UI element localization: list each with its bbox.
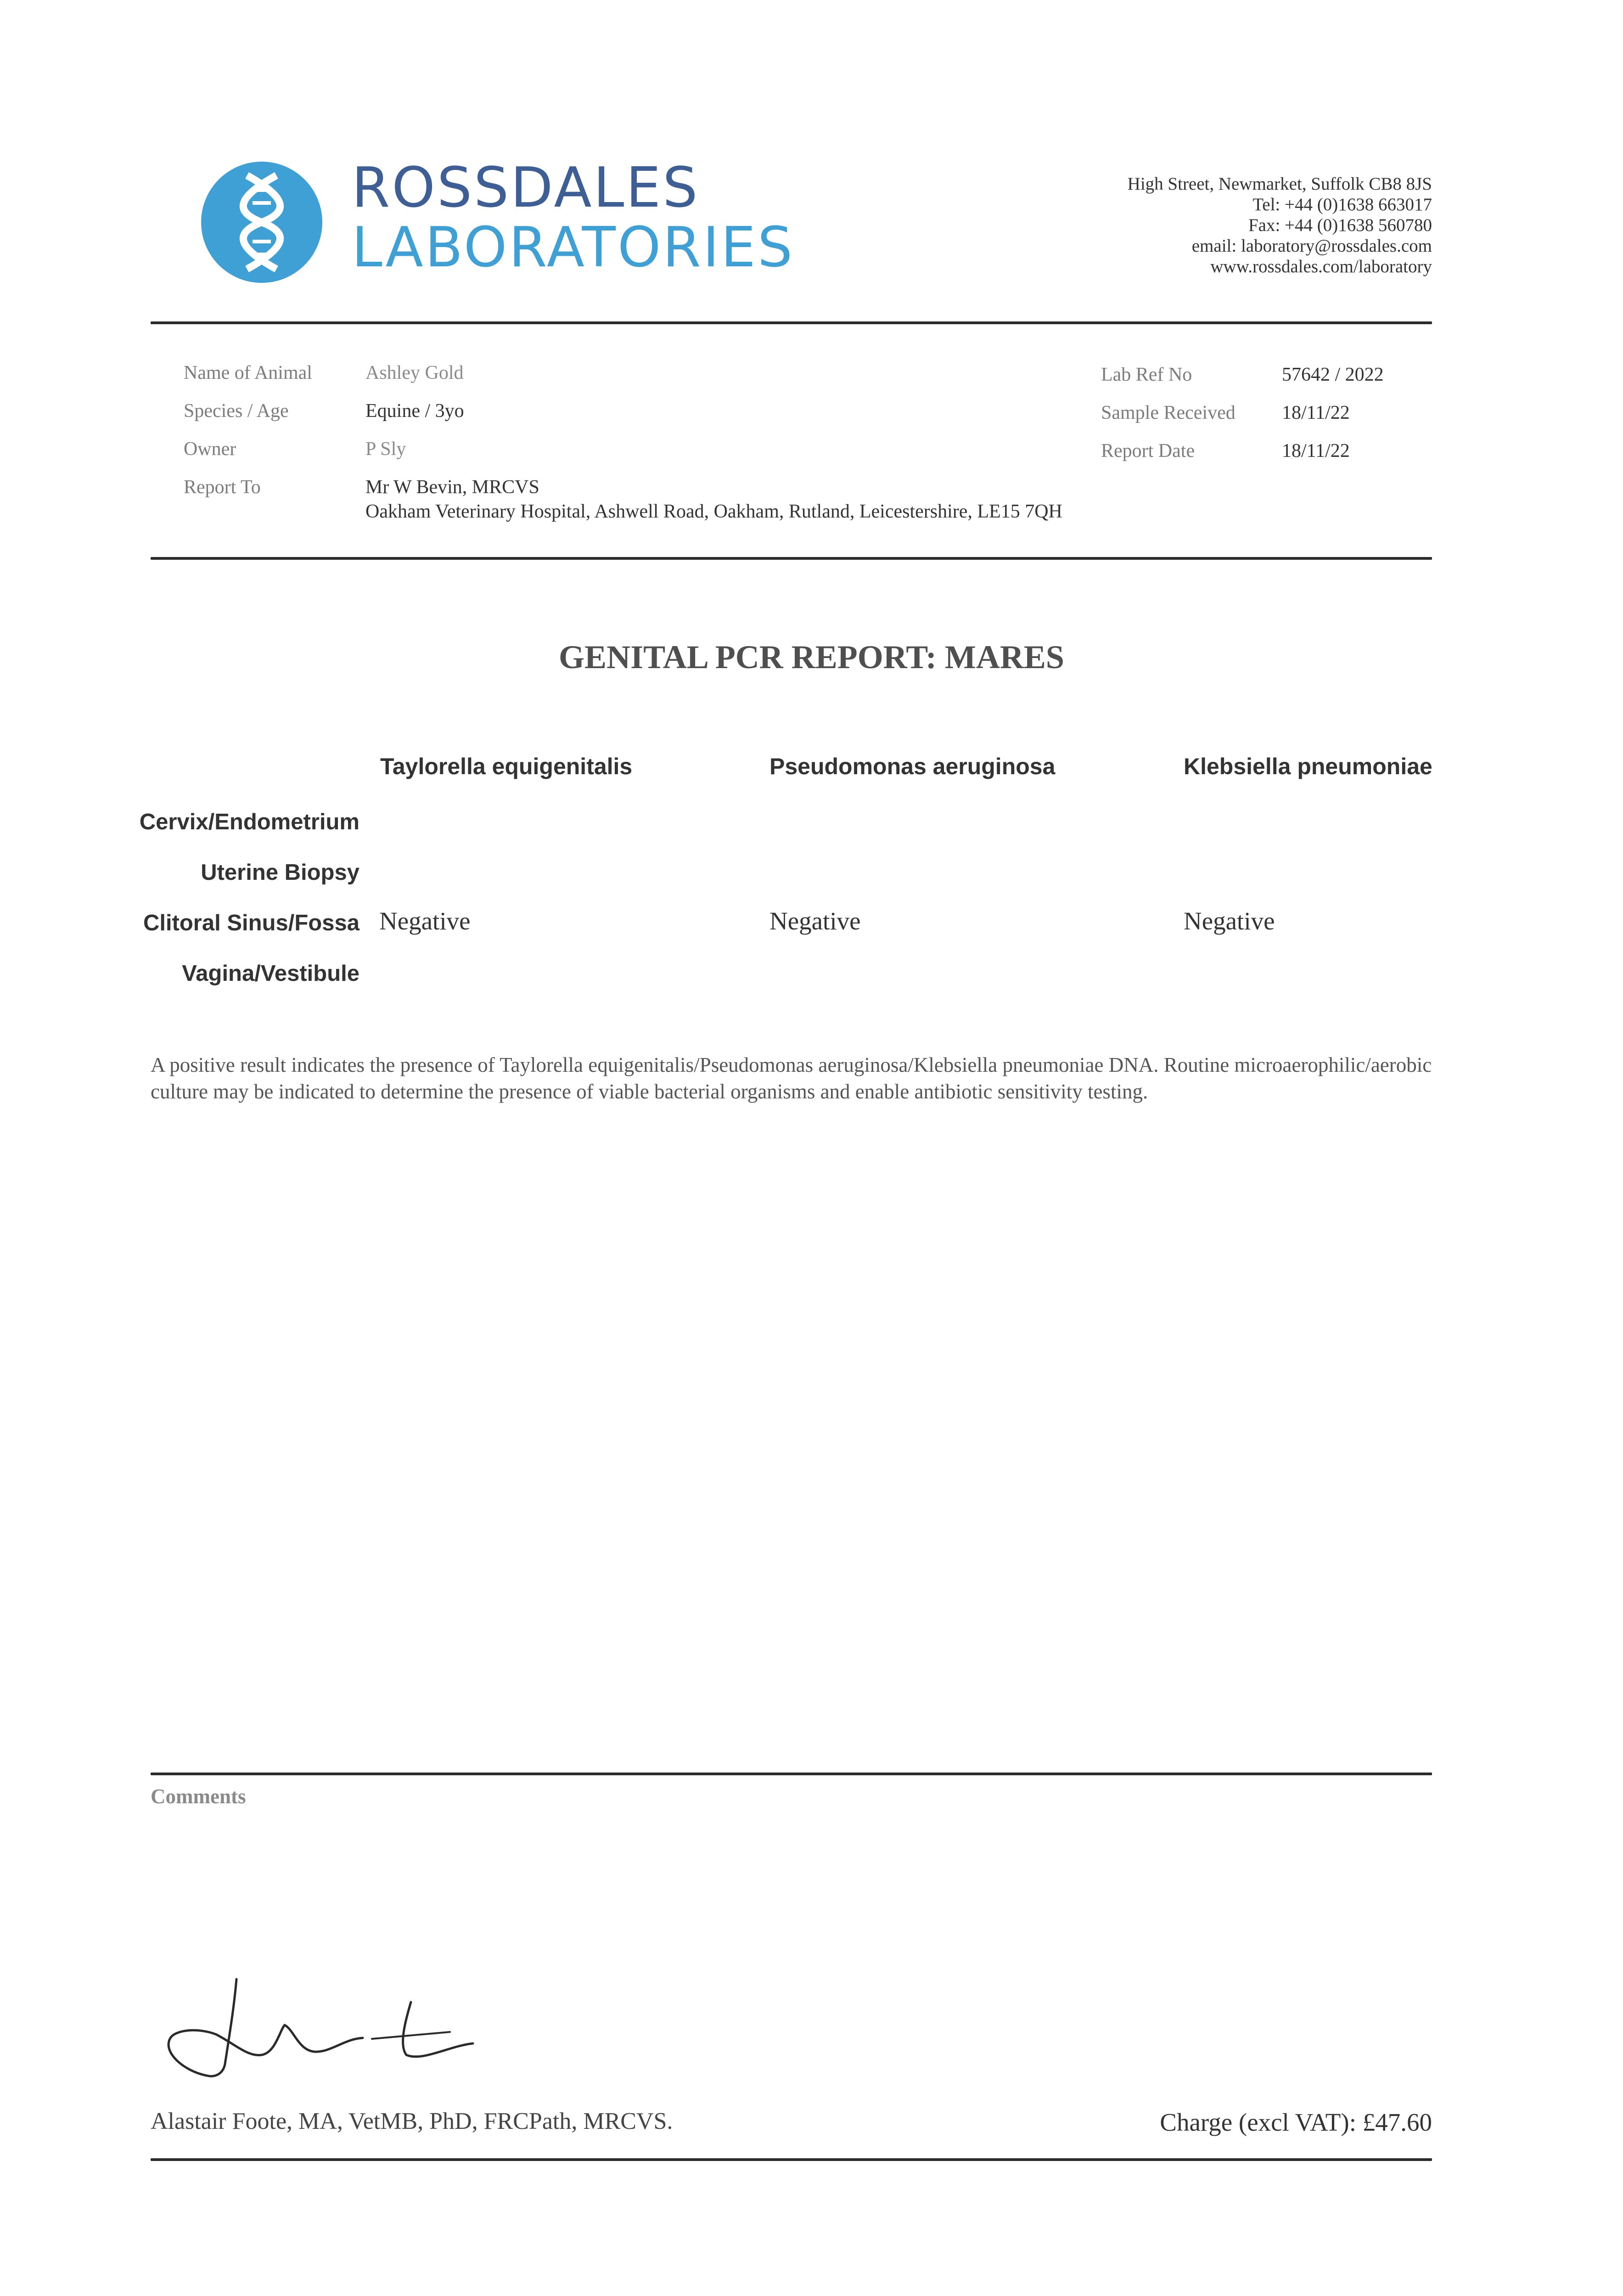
lab-ref-label: Lab Ref No (1101, 364, 1192, 385)
brand-name-line2: LABORATORIES (352, 216, 795, 280)
sample-received-value: 18/11/22 (1282, 402, 1350, 423)
comments-label: Comments (151, 1785, 246, 1808)
address-fax: Fax: +44 (0)1638 560780 (1248, 215, 1432, 235)
name-label: Name of Animal (184, 362, 312, 383)
report-to-name: Mr W Bevin, MRCVS (365, 477, 539, 498)
column-header-pseudomonas: Pseudomonas aeruginosa (769, 754, 1056, 779)
footer-divider (151, 2158, 1432, 2161)
brand-name-line1: ROSSDALES (352, 156, 700, 220)
name-value: Ashley Gold (365, 362, 464, 383)
comments-divider (151, 1773, 1432, 1775)
column-header-taylorella: Taylorella equigenitalis (380, 754, 633, 779)
address-email: email: laboratory@rossdales.com (1191, 236, 1432, 256)
result-taylorella-clitoral: Negative (379, 907, 471, 935)
row-header-vagina: Vagina/Vestibule (182, 961, 359, 986)
info-divider (151, 557, 1432, 560)
row-header-uterine-biopsy: Uterine Biopsy (201, 860, 359, 885)
species-value: Equine / 3yo (365, 400, 464, 422)
report-to-address: Oakham Veterinary Hospital, Ashwell Road, Oakham, Rutland, Leicestershire, LE15 7QH (365, 501, 1062, 522)
lab-ref-value: 57642 / 2022 (1282, 364, 1384, 385)
header-divider (151, 321, 1432, 324)
signatory-name: Alastair Foote, MA, VetMB, PhD, FRCPath, MRCVS. (151, 2108, 673, 2134)
result-pseudomonas-clitoral: Negative (769, 907, 861, 935)
sample-received-label: Sample Received (1101, 402, 1236, 423)
report-date-label: Report Date (1101, 440, 1195, 461)
address-website: www.rossdales.com/laboratory (1210, 257, 1432, 276)
interpretation-note: A positive result indicates the presence of Taylorella equigenitalis/Pseudomonas aeruginosa/Klebsiella pneumoniae DNA. Routine microaerophilic/aerobic culture may be indicated to determine the presence of viable bacterial organisms and enable antibiotic sensitivity testing. (151, 1053, 1432, 1103)
dna-helix-icon (201, 162, 322, 283)
report-to-label: Report To (184, 477, 261, 498)
owner-label: Owner (184, 439, 236, 460)
column-header-klebsiella: Klebsiella pneumoniae (1184, 754, 1432, 779)
result-klebsiella-clitoral: Negative (1184, 907, 1275, 935)
row-header-cervix: Cervix/Endometrium (139, 810, 359, 834)
address-tel: Tel: +44 (0)1638 663017 (1252, 195, 1432, 214)
lab-address (1128, 174, 1432, 277)
signature (156, 1970, 487, 2089)
charge-amount: Charge (excl VAT): £47.60 (1160, 2108, 1432, 2136)
owner-value: P Sly (365, 439, 406, 460)
row-header-clitoral: Clitoral Sinus/Fossa (143, 911, 359, 935)
report-title: GENITAL PCR REPORT: MARES (559, 639, 1064, 675)
report-date-value: 18/11/22 (1282, 440, 1350, 461)
address-street: High Street, Newmarket, Suffolk CB8 8JS (1127, 174, 1432, 194)
species-label: Species / Age (184, 400, 289, 422)
